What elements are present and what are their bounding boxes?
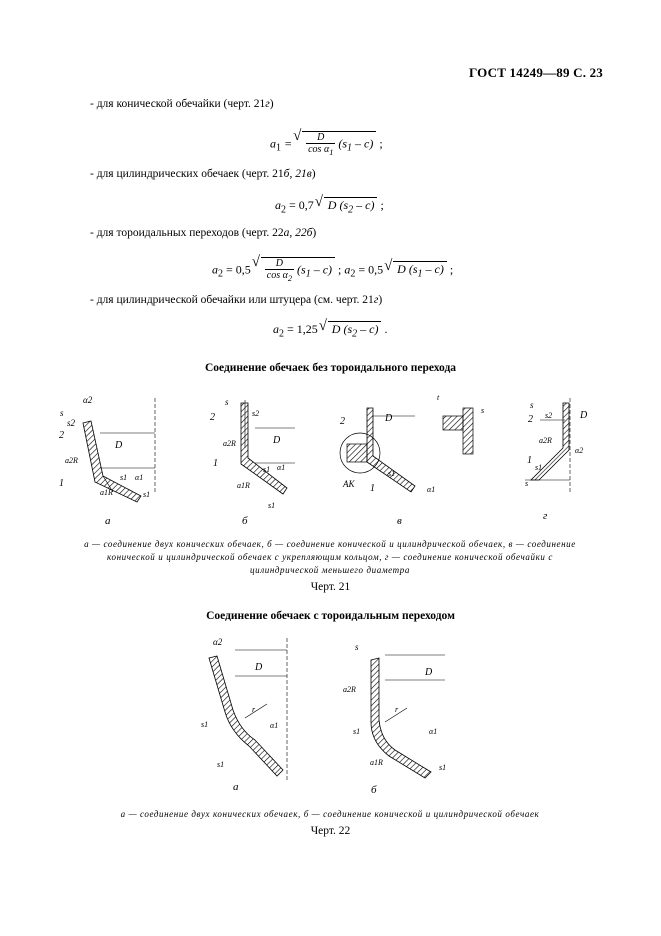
svg-text:s1: s1 xyxy=(217,760,225,769)
svg-text:1: 1 xyxy=(370,483,375,494)
svg-text:s2: s2 xyxy=(252,409,260,418)
svg-text:a1R: a1R xyxy=(100,488,113,497)
svg-text:a1R: a1R xyxy=(237,481,250,490)
fig22-a xyxy=(201,637,287,793)
svg-text:s1: s1 xyxy=(388,469,396,478)
section-title-2: Соединение обечаек с тороидальным переходом xyxy=(206,610,455,622)
figure-22-drawings xyxy=(175,630,475,800)
svg-text:D: D xyxy=(273,435,281,446)
fig21-letter-b: б xyxy=(242,515,248,527)
item-1-ref: г xyxy=(265,98,270,110)
svg-text:1: 1 xyxy=(527,455,532,466)
svg-text:s1: s1 xyxy=(268,501,276,510)
svg-text:s: s xyxy=(355,642,359,652)
fig21-g xyxy=(525,398,588,522)
svg-text:s1: s1 xyxy=(439,763,447,772)
svg-text:α2: α2 xyxy=(213,637,223,647)
formula-2: $a_2 = 0,7$ √ D $(s_2 - c)$ ; xyxy=(275,197,384,215)
svg-text:α2: α2 xyxy=(575,446,584,455)
svg-text:1: 1 xyxy=(59,478,64,489)
svg-text:s: s xyxy=(530,400,534,410)
svg-text:r: r xyxy=(252,705,256,714)
svg-text:s2: s2 xyxy=(67,418,76,428)
fig21-letter-a: а xyxy=(105,515,111,527)
formula-4: $a_2 = 1,25$ √ D $(s_2 - c)$ . xyxy=(273,321,387,339)
fig21-a xyxy=(59,395,155,527)
item-1-text: - для конической обечайки (черт. 21 xyxy=(90,98,266,110)
figure-21-label: Черт. 21 xyxy=(310,581,351,593)
fig22-b xyxy=(343,642,446,796)
svg-text:D: D xyxy=(255,662,263,673)
svg-text:α1: α1 xyxy=(427,485,436,494)
formula-3: $a_2 = 0,5$ √ $\frac{D}{\cos \alpha_2}$ $(s_1 - c)$ ; $a_2 = 0,5$ √ D $(s_1 - c)$ ; xyxy=(212,257,453,283)
svg-text:D: D xyxy=(115,440,123,451)
svg-text:D: D xyxy=(385,413,393,424)
svg-text:α1: α1 xyxy=(429,727,438,736)
svg-text:α1: α1 xyxy=(270,721,279,730)
svg-text:2: 2 xyxy=(59,430,64,441)
svg-text:1: 1 xyxy=(213,458,218,469)
svg-text:2: 2 xyxy=(210,412,215,423)
text-item-3: - для тороидальных переходов (черт. 22а, 22б) xyxy=(90,227,317,239)
svg-text:s2: s2 xyxy=(545,411,553,420)
svg-text:s1: s1 xyxy=(201,720,209,729)
svg-text:s: s xyxy=(481,406,485,415)
page-header: ГОСТ 14249—89 С. 23 xyxy=(469,65,603,80)
section-title-1: Соединение обечаек без тороидального перехода xyxy=(204,362,457,374)
svg-text:a2R: a2R xyxy=(343,685,356,694)
svg-text:s1: s1 xyxy=(353,727,361,736)
figure-21-drawings xyxy=(55,388,595,528)
svg-text:s1: s1 xyxy=(535,463,543,472)
svg-text:t: t xyxy=(437,393,440,402)
fig22-letter-a: а xyxy=(233,781,239,793)
figure-21-caption: а — соединение двух конических обечаек, б — соединение конической и цилиндрической обечаек, в — соединение конической и цилиндрической обечаек с укрепляющим кольцом, г — соединение конической обечайки с цилиндрической меньшего диаметра xyxy=(84,539,576,575)
svg-text:a1R: a1R xyxy=(370,758,383,767)
svg-text:α2: α2 xyxy=(83,395,93,405)
text-item-2: - для цилиндрических обечаек (черт. 21б, 21в) xyxy=(90,168,316,180)
svg-text:2: 2 xyxy=(528,414,533,425)
fig21-b xyxy=(210,397,295,527)
svg-text:D: D xyxy=(580,410,588,421)
fig21-v xyxy=(340,393,484,527)
svg-text:a2R: a2R xyxy=(65,456,78,465)
formula-1: $a_1$ = √ $\frac{D}{\cos \alpha_1}$ $(s_1 - c)$ ; xyxy=(270,131,383,157)
svg-text:D: D xyxy=(425,667,433,678)
figure-22-label: Черт. 22 xyxy=(310,825,351,837)
figure-22-caption: а — соединение двух конических обечаек, б — соединение конической и цилиндрической обечаек xyxy=(120,809,540,819)
svg-text:s1: s1 xyxy=(120,473,128,482)
svg-text:s: s xyxy=(60,408,64,418)
text-item-4: - для цилиндрической обечайки или штуцера (см. черт. 21г) xyxy=(90,294,383,306)
svg-text:s1: s1 xyxy=(263,465,271,474)
fig21-letter-v: в xyxy=(397,515,402,527)
svg-text:s: s xyxy=(525,479,529,488)
svg-text:r: r xyxy=(395,705,399,714)
svg-text:a2R: a2R xyxy=(223,439,236,448)
svg-text:α1: α1 xyxy=(135,473,144,482)
text-item-1: - для конической обечайки (черт. 21г) xyxy=(90,98,274,110)
fig21-letter-g: г xyxy=(543,510,548,522)
svg-text:a2R: a2R xyxy=(539,436,552,445)
svg-text:s: s xyxy=(225,397,229,407)
svg-text:2: 2 xyxy=(340,416,345,427)
fig22-letter-b: б xyxy=(371,784,377,796)
svg-text:AK: AK xyxy=(343,479,355,489)
svg-text:s1: s1 xyxy=(143,490,151,499)
svg-text:α1: α1 xyxy=(277,463,286,472)
